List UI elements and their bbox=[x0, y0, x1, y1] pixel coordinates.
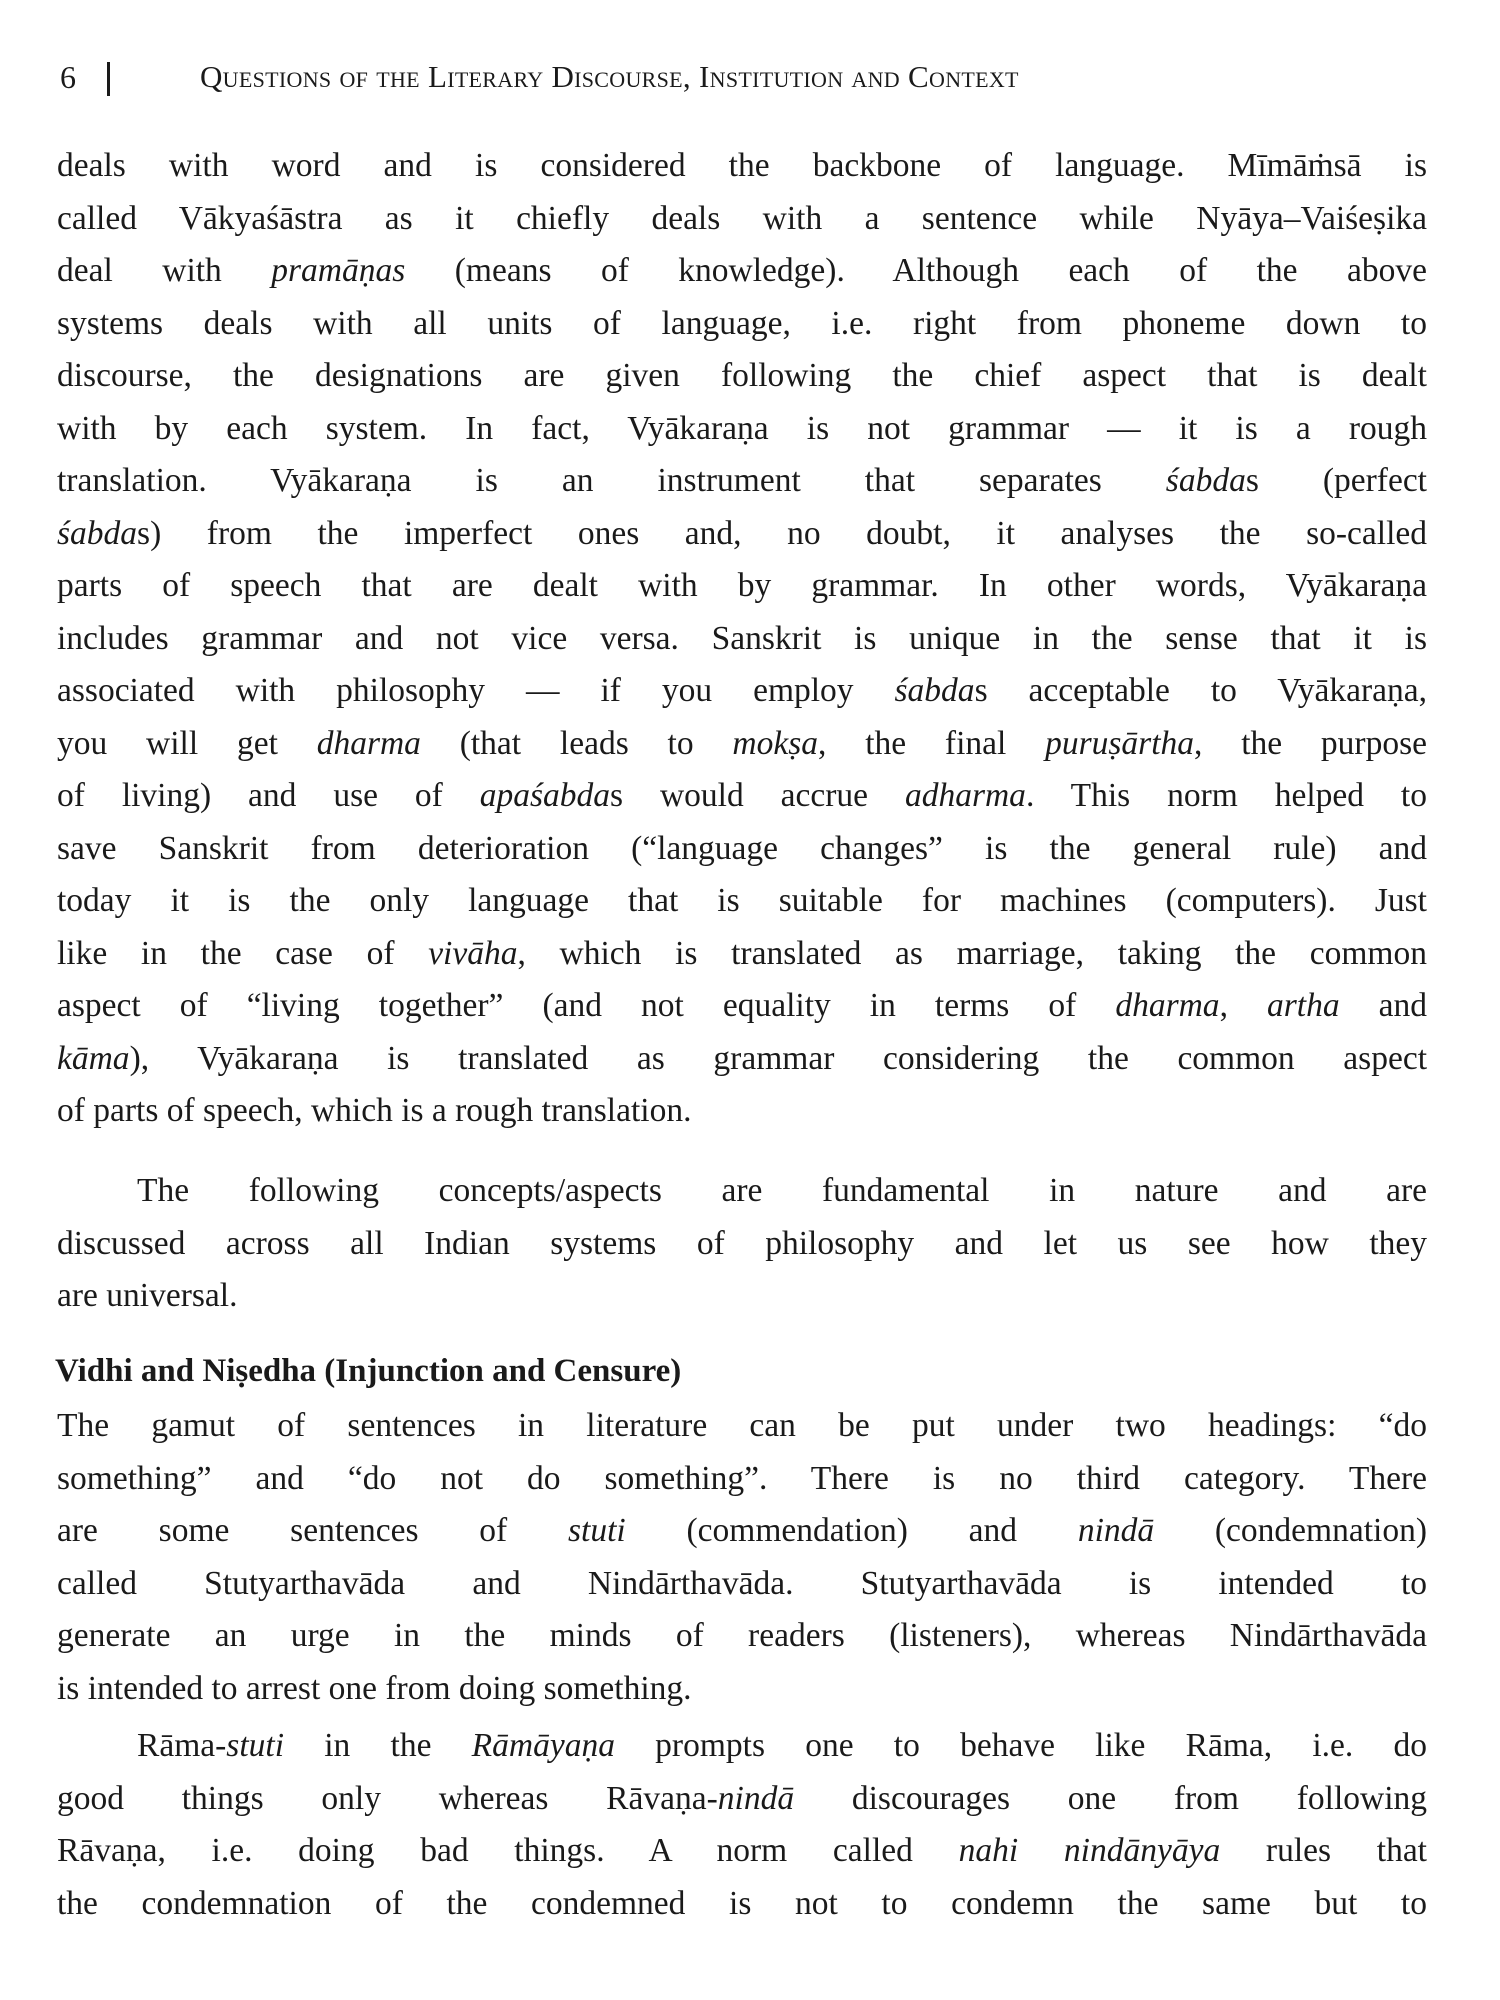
text-line bbox=[57, 980, 1427, 1033]
running-title: Questions of the Literary Discourse, Institution and Context bbox=[200, 59, 1019, 94]
italic-term: apaśabda bbox=[479, 777, 611, 814]
text-run: s (perfect bbox=[1245, 462, 1427, 499]
text-run: s acceptable to Vyākaraṇa, bbox=[974, 672, 1427, 709]
text-line bbox=[57, 665, 1427, 718]
text-run: The gamut of sentences in literature can be put under two headings: “do bbox=[57, 1407, 1427, 1444]
italic-term: adharma bbox=[904, 777, 1026, 814]
text-run: you will get bbox=[57, 724, 317, 762]
text-run: s) from the imperfect ones and, no doubt, it analyses the so-called bbox=[137, 514, 1427, 552]
text-line bbox=[57, 1558, 1427, 1611]
running-head bbox=[60, 52, 1440, 102]
italic-term: mokṣa bbox=[732, 724, 819, 762]
text-run: . This norm helped to bbox=[1025, 777, 1427, 814]
text-line bbox=[57, 1400, 1427, 1453]
text-run: (commendation) and bbox=[625, 1512, 1078, 1549]
text-run: something” and “do not do something”. There is no third category. There bbox=[57, 1459, 1427, 1497]
italic-term: nindā bbox=[1077, 1512, 1155, 1549]
text-run: (means of knowledge). Although each of the above bbox=[405, 252, 1427, 289]
text-run: systems deals with all units of language, i.e. right from phoneme down to bbox=[57, 304, 1427, 342]
text-run: today it is the only language that is suitable for machines (computers). Just bbox=[57, 882, 1427, 919]
text-line bbox=[57, 613, 1427, 666]
text-line bbox=[57, 193, 1427, 246]
text-run: discourages one from following bbox=[794, 1779, 1427, 1817]
italic-term: śabda bbox=[1165, 462, 1246, 499]
italic-term: Rāmāyaṇa bbox=[471, 1727, 615, 1764]
text-line bbox=[57, 350, 1427, 403]
text-run: called Stutyarthavāda and Nindārthavāda. Stutyarthavāda is intended to bbox=[57, 1564, 1427, 1602]
text-run: associated with philosophy — if you employ bbox=[57, 672, 895, 709]
italic-term: pramāṇas bbox=[271, 252, 406, 289]
italic-term: śabda bbox=[894, 672, 975, 709]
text-run: ), Vyākaraṇa is translated as grammar considering the common aspect bbox=[129, 1039, 1427, 1077]
text-run: and bbox=[1339, 987, 1428, 1024]
page-number: 6 bbox=[60, 59, 76, 95]
text-run: with by each system. In fact, Vyākaraṇa is not grammar — it is a rough bbox=[57, 409, 1427, 447]
paragraph-4 bbox=[57, 1720, 1427, 1930]
text-run: is intended to arrest one from doing something. bbox=[57, 1669, 692, 1707]
text-run: aspect of “living together” (and not equality in terms of bbox=[57, 987, 1116, 1024]
text-run: are universal. bbox=[57, 1277, 238, 1314]
text-line bbox=[57, 1773, 1427, 1826]
text-line bbox=[57, 245, 1427, 298]
text-line bbox=[57, 1878, 1427, 1931]
text-run: parts of speech that are dealt with by grammar. In other words, Vyākaraṇa bbox=[57, 567, 1427, 604]
text-line bbox=[57, 1453, 1427, 1506]
text-line bbox=[57, 1825, 1427, 1878]
text-run: of parts of speech, which is a rough translation. bbox=[57, 1092, 692, 1129]
italic-term: nahi nindānyāya bbox=[958, 1832, 1221, 1869]
text-line bbox=[57, 508, 1427, 561]
italic-term: stuti bbox=[567, 1512, 626, 1549]
text-line bbox=[57, 1165, 1427, 1218]
paragraph-3 bbox=[57, 1400, 1427, 1715]
text-run: Rāvaṇa, i.e. doing bad things. A norm called bbox=[57, 1832, 959, 1869]
italic-term: nindā bbox=[717, 1779, 795, 1817]
text-line bbox=[57, 823, 1427, 876]
italic-term: dharma bbox=[316, 724, 421, 762]
text-line bbox=[57, 1720, 1427, 1773]
italic-term: vivāha bbox=[428, 934, 518, 972]
text-line bbox=[57, 1085, 1427, 1138]
text-line bbox=[57, 1505, 1427, 1558]
text-run: , which is translated as marriage, taking the common bbox=[517, 934, 1427, 972]
text-run: rules that bbox=[1220, 1832, 1427, 1869]
text-run: generate an urge in the minds of readers (listeners), whereas Nindārthavāda bbox=[57, 1617, 1427, 1654]
paragraph-1 bbox=[57, 140, 1427, 1138]
text-run: The following concepts/aspects are fundamental in nature and are bbox=[137, 1172, 1427, 1209]
text-run: translation. Vyākaraṇa is an instrument that separates bbox=[57, 462, 1166, 499]
italic-term: śabda bbox=[57, 514, 138, 552]
text-line bbox=[57, 298, 1427, 351]
italic-term: dharma bbox=[1115, 987, 1220, 1024]
text-line bbox=[57, 1033, 1427, 1086]
text-run: s would accrue bbox=[610, 777, 905, 814]
header-divider bbox=[107, 62, 110, 96]
text-run: save Sanskrit from deterioration (“language changes” is the general rule) and bbox=[57, 829, 1427, 867]
text-run: of living) and use of bbox=[57, 777, 480, 814]
text-run: (that leads to bbox=[420, 724, 733, 762]
text-line bbox=[57, 1270, 1427, 1323]
paragraph-2 bbox=[57, 1165, 1427, 1323]
text-run: called Vākyaśāstra as it chiefly deals with a sentence while Nyāya–Vaiśeṣika bbox=[57, 199, 1427, 237]
section-heading: Vidhi and Niṣedha (Injunction and Censure) bbox=[55, 1353, 682, 1389]
text-run: are some sentences of bbox=[57, 1512, 568, 1549]
text-run: Rāma- bbox=[137, 1727, 227, 1764]
text-run: deals with word and is considered the backbone of language. Mīmāṁsā is bbox=[57, 147, 1427, 184]
text-line bbox=[57, 455, 1427, 508]
italic-term: kāma bbox=[57, 1039, 130, 1077]
text-line bbox=[57, 1663, 1427, 1716]
text-line bbox=[57, 1218, 1427, 1271]
text-run: good things only whereas Rāvaṇa- bbox=[57, 1779, 718, 1817]
text-line bbox=[57, 718, 1427, 771]
text-run: , the final bbox=[818, 724, 1046, 762]
text-run: discussed across all Indian systems of philosophy and let us see how they bbox=[57, 1224, 1427, 1262]
text-run: , bbox=[1219, 987, 1267, 1024]
text-run: like in the case of bbox=[57, 934, 429, 972]
text-run: prompts one to behave like Rāma, i.e. do bbox=[614, 1727, 1428, 1764]
text-line bbox=[57, 1610, 1427, 1663]
text-line bbox=[57, 770, 1427, 823]
text-run: in the bbox=[284, 1727, 472, 1764]
italic-term: stuti bbox=[226, 1727, 285, 1764]
text-run: the condemnation of the condemned is not to condemn the same but to bbox=[57, 1884, 1427, 1922]
text-run: deal with bbox=[57, 252, 272, 289]
italic-term: artha bbox=[1266, 987, 1340, 1024]
text-line bbox=[57, 928, 1427, 981]
italic-term: puruṣārtha bbox=[1045, 724, 1195, 762]
text-run: includes grammar and not vice versa. Sanskrit is unique in the sense that it is bbox=[57, 619, 1427, 657]
text-line bbox=[57, 560, 1427, 613]
text-line bbox=[57, 140, 1427, 193]
text-run: discourse, the designations are given following the chief aspect that is dealt bbox=[57, 357, 1427, 394]
text-line bbox=[57, 403, 1427, 456]
text-line bbox=[57, 875, 1427, 928]
text-run: (condemnation) bbox=[1154, 1512, 1427, 1549]
text-run: , the purpose bbox=[1194, 724, 1427, 762]
